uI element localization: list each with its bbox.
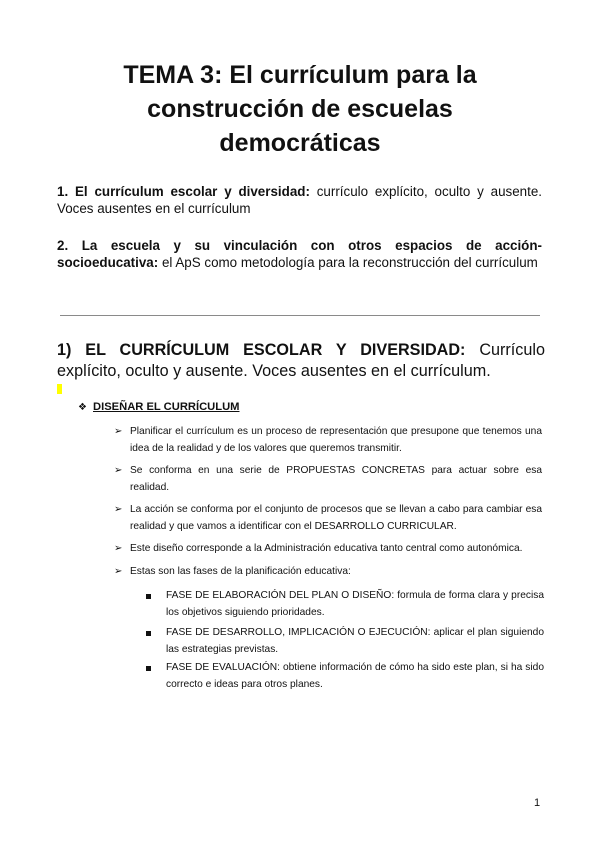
- arrow-bullet-icon: ➢: [114, 465, 123, 476]
- title-line-3: democráticas: [219, 129, 381, 157]
- list-item: [104, 502, 542, 535]
- list-item: [104, 541, 542, 558]
- square-bullet-icon: [146, 666, 151, 671]
- section-heading: [57, 340, 545, 382]
- title-line-2: construcción de escuelas: [147, 95, 453, 123]
- phase-item-text: FASE DE ELABORACIÓN DEL PLAN O DISEÑO: formula de forma clara y precisa los objetivos siguiendo prioridades.: [166, 590, 544, 618]
- horizontal-rule: [60, 315, 540, 316]
- list-item: [104, 564, 542, 581]
- list-item-text: Estas son las fases de la planificación educativa:: [130, 565, 351, 577]
- square-bullet-icon: [146, 631, 151, 636]
- list-item-text: Se conforma en una serie de PROPUESTAS CONCRETAS para actuar sobre esa realidad.: [130, 465, 542, 493]
- toc-entry-1: [57, 183, 542, 217]
- toc-entry-2-heading: 2. La escuela y su vinculación con otros espacios de acción-socioeducativa:: [57, 238, 542, 270]
- arrow-bullet-icon: ➢: [114, 565, 123, 577]
- list-item-text: Este diseño corresponde a la Administración educativa tanto central como autonómica.: [130, 543, 523, 554]
- arrow-bullet-icon: ➢: [114, 426, 123, 437]
- toc-entry-2: [57, 237, 542, 271]
- document-title: [60, 58, 540, 160]
- list-item: [104, 463, 542, 496]
- square-bullet-icon: [146, 594, 151, 599]
- arrow-bullet-icon: ➢: [114, 504, 123, 515]
- list-item-text: Planificar el currículum es un proceso de representación que presupone que tenemos una idea de la realidad y de los valores que queremos transmitir.: [130, 426, 542, 454]
- section-heading-bold: 1) EL CURRÍCULUM ESCOLAR Y DIVERSIDAD:: [57, 341, 466, 359]
- page-number: 1: [534, 797, 541, 809]
- phase-item-2: [146, 625, 544, 658]
- subheading-text: DISEÑAR EL CURRÍCULUM: [93, 401, 240, 413]
- highlight-mark: [57, 384, 62, 394]
- list-item-text: La acción se conforma por el conjunto de procesos que se llevan a cabo para cambiar esa realidad y que vamos a identificar con el DESARROLLO CURRICULAR.: [130, 504, 542, 532]
- phase-item-text: FASE DE DESARROLLO, IMPLICACIÓN O EJECUCIÓN: aplicar el plan siguiendo las estrategias previstas.: [166, 627, 544, 655]
- arrow-bullet-icon: ➢: [114, 543, 123, 554]
- toc-entry-1-text: currículo explícito, oculto y ausente. Voces ausentes en el currículum: [57, 184, 542, 216]
- phase-item-1: [146, 588, 544, 621]
- diamond-bullet-icon: ❖: [78, 402, 87, 413]
- phase-item-3: [146, 660, 544, 693]
- title-line-1: TEMA 3: El currículum para la: [123, 61, 477, 89]
- list-item: [104, 424, 542, 457]
- toc-entry-2-text: el ApS como metodología para la reconstrucción del currículum: [158, 255, 538, 270]
- bullet-list: [104, 424, 542, 586]
- subheading: [78, 401, 239, 413]
- phase-item-text: FASE DE EVALUACIÓN: obtiene información de cómo ha sido este plan, si ha sido correcto e ideas para otros planes.: [166, 662, 544, 690]
- section-heading-text: Currículo explícito, oculto y ausente. Voces ausentes en el currículum.: [57, 341, 545, 380]
- toc-entry-1-heading: 1. El currículum escolar y diversidad:: [57, 184, 310, 199]
